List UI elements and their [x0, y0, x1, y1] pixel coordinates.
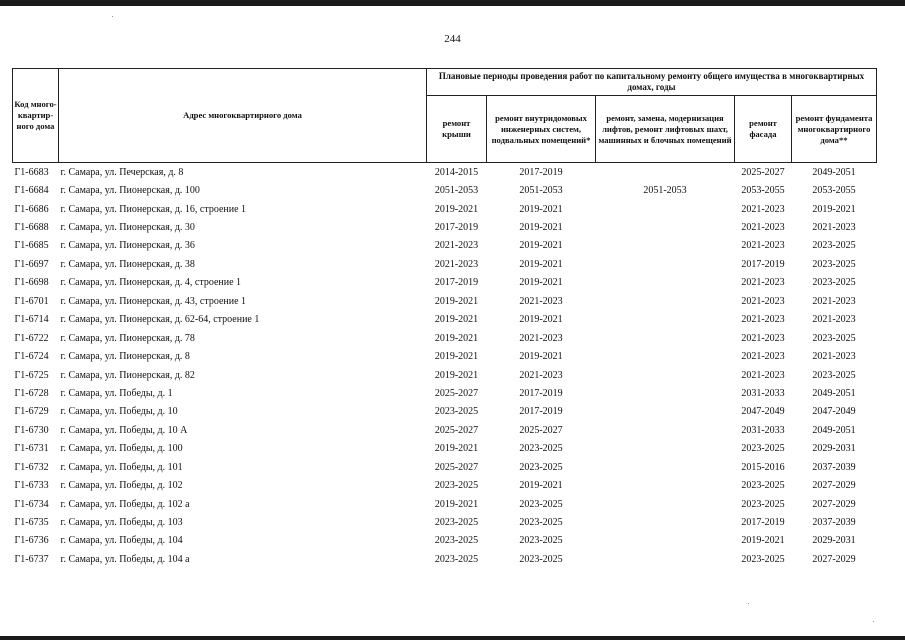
- cell-elevators: [596, 218, 735, 236]
- cell-foundation: 2023-2025: [812, 277, 856, 289]
- table-row: [13, 218, 877, 236]
- cell-address: г. Самара, ул. Победы, д. 104: [60, 535, 183, 547]
- cell-code: Г1-6684: [14, 185, 49, 197]
- table-row: [13, 200, 877, 218]
- table-row: [13, 403, 877, 421]
- cell-code: Г1-6734: [14, 498, 49, 510]
- cell-roof: 2051-2053: [434, 185, 479, 197]
- cell-code: Г1-6735: [14, 517, 49, 529]
- cell-roof: 2019-2021: [434, 314, 479, 326]
- scan-speck: [873, 621, 874, 622]
- cell-roof: 2019-2021: [434, 203, 479, 215]
- table-row: [13, 513, 877, 531]
- cell-foundation: 2021-2023: [812, 351, 856, 363]
- cell-elevators: [596, 384, 735, 402]
- cell-engineering: 2051-2053: [519, 185, 563, 197]
- page-number: 244: [444, 33, 461, 45]
- cell-engineering: 2019-2021: [519, 240, 563, 252]
- cell-roof: 2017-2019: [434, 222, 479, 234]
- cell-facade: 2021-2023: [741, 351, 785, 363]
- cell-facade: 2053-2055: [741, 185, 785, 197]
- cell-code: Г1-6733: [14, 480, 49, 492]
- cell-elevators: [596, 476, 735, 494]
- cell-elevators: [596, 440, 735, 458]
- cell-foundation: 2021-2023: [812, 295, 856, 307]
- cell-elevators: [596, 347, 735, 365]
- cell-address: г. Самара, ул. Пионерская, д. 4, строение 1: [60, 277, 242, 289]
- cell-elevators: [596, 292, 735, 310]
- cell-facade: 2021-2023: [741, 222, 785, 234]
- cell-code: Г1-6730: [14, 424, 49, 436]
- cell-engineering: 2019-2021: [519, 203, 563, 215]
- cell-engineering: 2021-2023: [519, 369, 563, 381]
- cell-facade: 2023-2025: [741, 480, 785, 492]
- cell-facade: 2015-2016: [741, 461, 785, 473]
- cell-address: г. Самара, ул. Победы, д. 101: [60, 461, 183, 473]
- cell-code: Г1-6698: [14, 277, 49, 289]
- cell-engineering: 2023-2025: [519, 553, 563, 565]
- capital-repair-table: [12, 68, 877, 569]
- cell-engineering: 2017-2019: [519, 387, 563, 399]
- cell-engineering: 2019-2021: [519, 258, 563, 270]
- cell-code: Г1-6731: [14, 443, 49, 455]
- header-facade: ремонт фасада: [735, 96, 792, 163]
- cell-engineering: 2021-2023: [519, 332, 563, 344]
- cell-facade: 2021-2023: [741, 240, 785, 252]
- cell-roof: 2023-2025: [434, 517, 479, 529]
- cell-foundation: 2021-2023: [812, 222, 856, 234]
- cell-address: г. Самара, ул. Победы, д. 103: [60, 517, 183, 529]
- cell-facade: 2021-2023: [741, 203, 785, 215]
- cell-address: г. Самара, ул. Пионерская, д. 100: [60, 185, 200, 197]
- cell-facade: 2025-2027: [741, 166, 785, 178]
- cell-facade: 2031-2033: [741, 387, 785, 399]
- cell-elevators: [596, 532, 735, 550]
- cell-foundation: 2023-2025: [812, 369, 856, 381]
- cell-code: Г1-6736: [14, 535, 49, 547]
- header-roof: ремонт крыши: [427, 96, 487, 163]
- cell-engineering: 2019-2021: [519, 277, 563, 289]
- cell-code: Г1-6686: [14, 203, 49, 215]
- cell-elevators: [596, 200, 735, 218]
- table-row: [13, 440, 877, 458]
- cell-code: Г1-6685: [14, 240, 49, 252]
- cell-foundation: 2053-2055: [812, 185, 856, 197]
- cell-foundation: 2047-2049: [812, 406, 856, 418]
- cell-address: г. Самара, ул. Победы, д. 102: [60, 480, 183, 492]
- cell-facade: 2021-2023: [741, 314, 785, 326]
- cell-foundation: 2023-2025: [812, 258, 856, 270]
- header-periods-group: Плановые периоды проведения работ по капитальному ремонту общего имущества в многоквартирных домах, годы: [427, 69, 877, 96]
- cell-foundation: 2023-2025: [812, 240, 856, 252]
- cell-code: Г1-6683: [14, 166, 49, 178]
- cell-facade: 2021-2023: [741, 295, 785, 307]
- cell-address: г. Самара, ул. Пионерская, д. 82: [60, 369, 195, 381]
- cell-foundation: 2037-2039: [812, 517, 856, 529]
- cell-foundation: 2037-2039: [812, 461, 856, 473]
- cell-elevators: [596, 311, 735, 329]
- cell-elevators: [596, 458, 735, 476]
- cell-engineering: 2023-2025: [519, 535, 563, 547]
- cell-roof: 2017-2019: [434, 277, 479, 289]
- cell-engineering: 2019-2021: [519, 222, 563, 234]
- table-header: [13, 69, 877, 163]
- scan-speck: [112, 16, 113, 17]
- cell-roof: 2025-2027: [434, 461, 479, 473]
- cell-facade: 2047-2049: [741, 406, 785, 418]
- cell-facade: 2023-2025: [741, 553, 785, 565]
- cell-code: Г1-6725: [14, 369, 49, 381]
- cell-foundation: 2027-2029: [812, 498, 856, 510]
- table-row: [13, 237, 877, 255]
- cell-roof: 2019-2021: [434, 332, 479, 344]
- cell-elevators: [596, 495, 735, 513]
- header-foundation: ремонт фундамента многоквартирного дома**: [792, 96, 877, 163]
- table-row: [13, 255, 877, 273]
- cell-roof: 2023-2025: [434, 535, 479, 547]
- table-row: [13, 476, 877, 494]
- cell-roof: 2023-2025: [434, 406, 479, 418]
- cell-roof: 2019-2021: [434, 443, 479, 455]
- cell-engineering: 2019-2021: [519, 480, 563, 492]
- table-row: [13, 311, 877, 329]
- cell-foundation: 2019-2021: [812, 203, 856, 215]
- cell-foundation: 2029-2031: [812, 535, 856, 547]
- cell-engineering: 2017-2019: [519, 406, 563, 418]
- header-elevators: ремонт, замена, модернизация лифтов, ремонт лифтовых шахт, машинных и блочных помещений: [596, 96, 735, 163]
- cell-code: Г1-6724: [14, 351, 49, 363]
- cell-foundation: 2027-2029: [812, 553, 856, 565]
- cell-address: г. Самара, ул. Пионерская, д. 43, строение 1: [60, 295, 247, 307]
- cell-roof: 2019-2021: [434, 351, 479, 363]
- header-engineering: ремонт внутридомовых инженерных систем, подвальных помещений*: [487, 96, 596, 163]
- cell-address: г. Самара, ул. Победы, д. 1: [60, 387, 173, 399]
- cell-engineering: 2019-2021: [519, 314, 563, 326]
- cell-roof: 2014-2015: [434, 166, 479, 178]
- cell-facade: 2017-2019: [741, 517, 785, 529]
- cell-elevators: [596, 237, 735, 255]
- cell-address: г. Самара, ул. Пионерская, д. 30: [60, 222, 195, 234]
- cell-code: Г1-6732: [14, 461, 49, 473]
- cell-code: Г1-6737: [14, 553, 49, 565]
- cell-address: г. Самара, ул. Победы, д. 10 А: [60, 424, 188, 436]
- cell-address: г. Самара, ул. Печерская, д. 8: [60, 166, 184, 178]
- cell-address: г. Самара, ул. Пионерская, д. 78: [60, 332, 195, 344]
- cell-code: Г1-6714: [14, 314, 49, 326]
- cell-engineering: 2019-2021: [519, 351, 563, 363]
- cell-engineering: 2025-2027: [519, 424, 563, 436]
- cell-elevators: [596, 329, 735, 347]
- cell-code: Г1-6697: [14, 258, 49, 270]
- cell-address: г. Самара, ул. Победы, д. 100: [60, 443, 183, 455]
- cell-elevators: [596, 403, 735, 421]
- cell-engineering: 2017-2019: [519, 166, 563, 178]
- cell-engineering: 2023-2025: [519, 517, 563, 529]
- cell-facade: 2017-2019: [741, 258, 785, 270]
- cell-code: Г1-6688: [14, 222, 49, 234]
- cell-elevators: [596, 163, 735, 182]
- cell-roof: 2023-2025: [434, 553, 479, 565]
- cell-foundation: 2049-2051: [812, 166, 856, 178]
- cell-roof: 2019-2021: [434, 295, 479, 307]
- cell-elevators: [596, 421, 735, 439]
- cell-facade: 2021-2023: [741, 332, 785, 344]
- cell-address: г. Самара, ул. Победы, д. 10: [60, 406, 178, 418]
- cell-address: г. Самара, ул. Пионерская, д. 16, строение 1: [60, 203, 247, 215]
- cell-roof: 2019-2021: [434, 369, 479, 381]
- cell-engineering: 2023-2025: [519, 443, 563, 455]
- cell-roof: 2023-2025: [434, 480, 479, 492]
- cell-code: Г1-6701: [14, 295, 49, 307]
- cell-elevators: [596, 550, 735, 568]
- cell-address: г. Самара, ул. Победы, д. 102 а: [60, 498, 190, 510]
- table-row: [13, 274, 877, 292]
- cell-facade: 2021-2023: [741, 369, 785, 381]
- cell-roof: 2021-2023: [434, 240, 479, 252]
- cell-facade: 2023-2025: [741, 443, 785, 455]
- cell-foundation: 2021-2023: [812, 314, 856, 326]
- table-row: [13, 421, 877, 439]
- table-row: [13, 347, 877, 365]
- cell-elevators: 2051-2053: [643, 185, 687, 197]
- cell-engineering: 2023-2025: [519, 461, 563, 473]
- cell-facade: 2019-2021: [741, 535, 785, 547]
- cell-elevators: [596, 255, 735, 273]
- cell-facade: 2021-2023: [741, 277, 785, 289]
- cell-engineering: 2021-2023: [519, 295, 563, 307]
- cell-elevators: [596, 366, 735, 384]
- table-row: [13, 181, 877, 199]
- cell-elevators: [596, 513, 735, 531]
- cell-roof: 2025-2027: [434, 387, 479, 399]
- cell-code: Г1-6729: [14, 406, 49, 418]
- cell-foundation: 2023-2025: [812, 332, 856, 344]
- cell-facade: 2031-2033: [741, 424, 785, 436]
- scan-bottom-border: [0, 636, 905, 640]
- cell-engineering: 2023-2025: [519, 498, 563, 510]
- cell-roof: 2019-2021: [434, 498, 479, 510]
- table-row: [13, 458, 877, 476]
- table-row: [13, 550, 877, 568]
- cell-foundation: 2049-2051: [812, 387, 856, 399]
- cell-address: г. Самара, ул. Победы, д. 104 а: [60, 553, 190, 565]
- table-row: [13, 384, 877, 402]
- scan-speck: [748, 603, 749, 604]
- cell-address: г. Самара, ул. Пионерская, д. 38: [60, 258, 195, 270]
- cell-foundation: 2049-2051: [812, 424, 856, 436]
- header-address: Адрес многоквартирного дома: [59, 69, 427, 163]
- cell-address: г. Самара, ул. Пионерская, д. 8: [60, 351, 190, 363]
- cell-facade: 2023-2025: [741, 498, 785, 510]
- header-code: Код много-квартир-ного дома: [13, 69, 59, 163]
- table-body: [13, 163, 877, 569]
- cell-code: Г1-6722: [14, 332, 49, 344]
- cell-address: г. Самара, ул. Пионерская, д. 36: [60, 240, 195, 252]
- table-row: [13, 163, 877, 182]
- table-row: [13, 366, 877, 384]
- cell-address: г. Самара, ул. Пионерская, д. 62-64, строение 1: [60, 314, 260, 326]
- cell-elevators: [596, 274, 735, 292]
- table-row: [13, 495, 877, 513]
- table-row: [13, 292, 877, 310]
- cell-foundation: 2029-2031: [812, 443, 856, 455]
- scan-top-border: [0, 0, 905, 6]
- cell-roof: 2021-2023: [434, 258, 479, 270]
- cell-code: Г1-6728: [14, 387, 49, 399]
- table-row: [13, 329, 877, 347]
- table-row: [13, 532, 877, 550]
- cell-foundation: 2027-2029: [812, 480, 856, 492]
- cell-roof: 2025-2027: [434, 424, 479, 436]
